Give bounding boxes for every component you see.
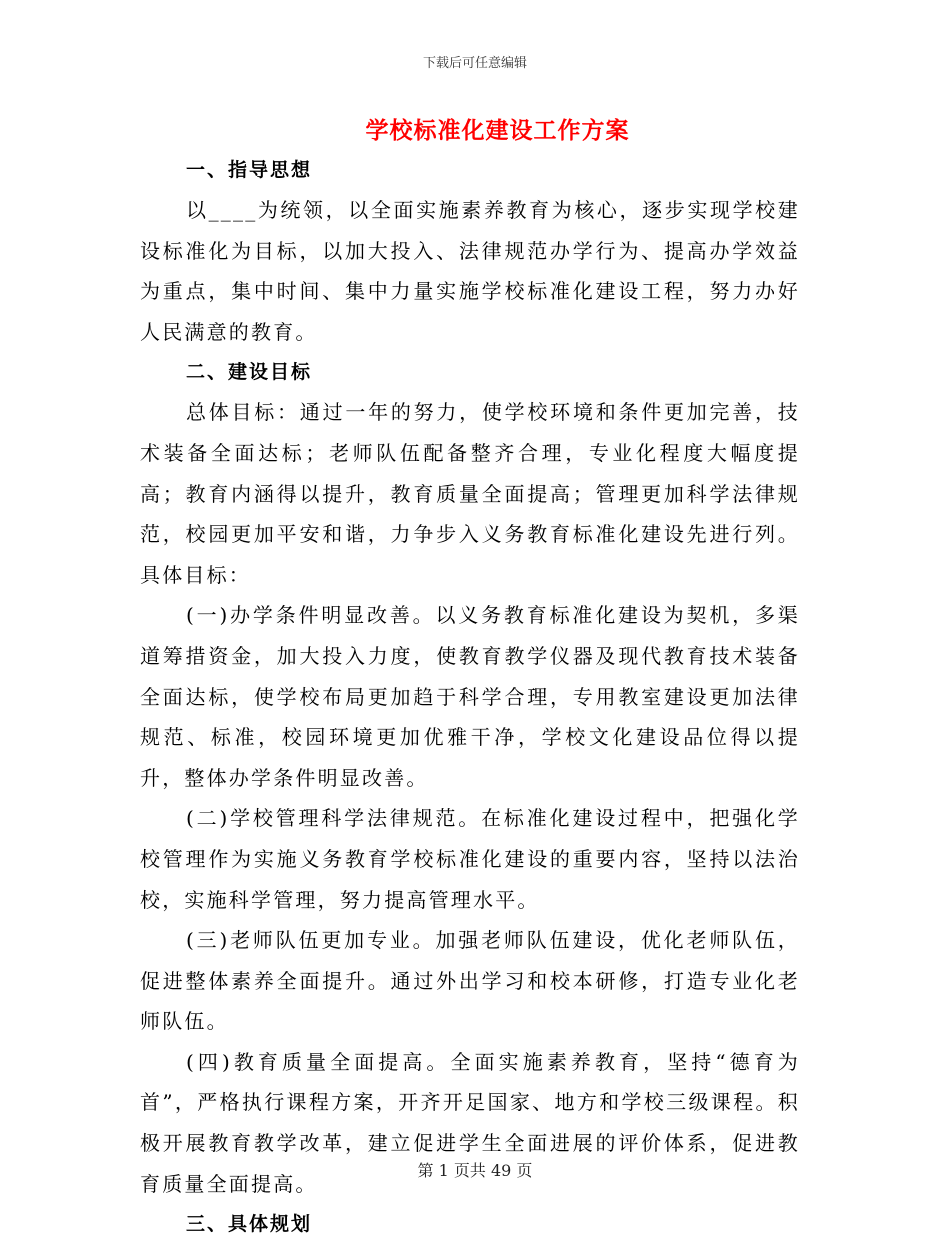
paragraph-goal-item-1: (一)办学条件明显改善。以义务教育标准化建设为契机，多渠道筹措资金，加大投入力度，使教育教学仪器及现代教育技术装备全面达标，使学校布局更加趋于科学合理，专用教室建设更加法律规范、标准，校园环境更加优雅干净，学校文化建设品位得以提升，整体办学条件明显改善。 [140, 603, 800, 790]
paragraph-guiding: 以____为统领，以全面实施素养教育为核心，逐步实现学校建设标准化为目标，以加大投入、法律规范办学行为、提高办学效益为重点，集中时间、集中力量实施学校标准化建设工程，努力办好人民满意的教育。 [140, 198, 800, 344]
page-footer: 第 1 页共 49 页 [417, 1161, 533, 1180]
paragraph-goal-item-2: (二)学校管理科学法律规范。在标准化建设过程中，把强化学校管理作为实施义务教育学校标准化建设的重要内容，坚持以法治校，实施科学管理，努力提高管理水平。 [140, 806, 800, 912]
page-header: 下载后可任意编辑 [422, 56, 527, 71]
document-title: 学校标准化建设工作方案 [365, 117, 630, 144]
paragraph-goal-item-3: (三)老师队伍更加专业。加强老师队伍建设，优化老师队伍，促进整体素养全面提升。通过外出学习和校本研修，打造专业化老师队伍。 [140, 928, 800, 1034]
document-body [140, 150, 800, 1244]
section-heading-goals: 二、建设目标 [186, 361, 313, 384]
section-heading-guiding: 一、指导思想 [186, 159, 313, 181]
section-heading-planning: 三、具体规划 [186, 1213, 313, 1236]
paragraph-goal-item-4: (四)教育质量全面提高。全面实施素养教育，坚持“德育为首”，严格执行课程方案，开齐开足国家、地方和学校三级课程。积极开展教育教学改革，建立促进学生全面进展的评价体系，促进教育质量全面提高。 [140, 1049, 800, 1196]
paragraph-overall-goal: 总体目标：通过一年的努力，使学校环境和条件更加完善，技术装备全面达标；老师队伍配备整齐合理，专业化程度大幅度提高；教育内涵得以提升，教育质量全面提高；管理更加科学法律规范，校园更加平安和谐，力争步入义务教育标准化建设先进行列。具体目标： [140, 400, 800, 587]
